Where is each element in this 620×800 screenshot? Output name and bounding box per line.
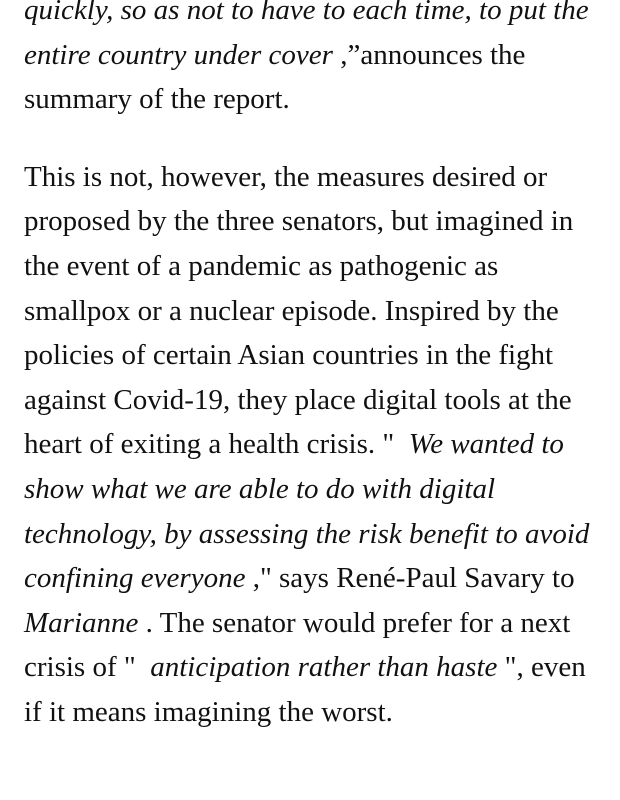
quote-text: We wanted to show what we are able to do with digital technology, by assessing the risk benefit to avoid confining everyone	[24, 428, 590, 595]
paragraph-text: . The senator would prefer for a next crisis of "	[24, 606, 571, 684]
paragraph-report-summary	[24, 0, 598, 122]
publication-name: Marianne	[24, 606, 139, 639]
paragraph-text: ", even if it means imagining the worst.	[24, 651, 586, 728]
paragraph-senators-measures	[24, 155, 598, 735]
quote-text: anticipation rather than haste	[150, 651, 498, 684]
paragraph-text: ,”announces the summary of the report.	[24, 38, 526, 116]
paragraph-text: This is not, however, the measures desired or proposed by the three senators, but imagined in the event of a pandemic as pathogenic as smallpox or a nuclear episode. Inspired by the policies of certain Asian countries in the fight against Covid-19, they place digital tools at the heart of exiting a health crisis. "	[24, 160, 574, 461]
quote-text: quickly, so as not to have to each time, to put the entire country under cover	[24, 0, 589, 71]
paragraph-text: ," says René-Paul Savary to	[245, 562, 575, 595]
